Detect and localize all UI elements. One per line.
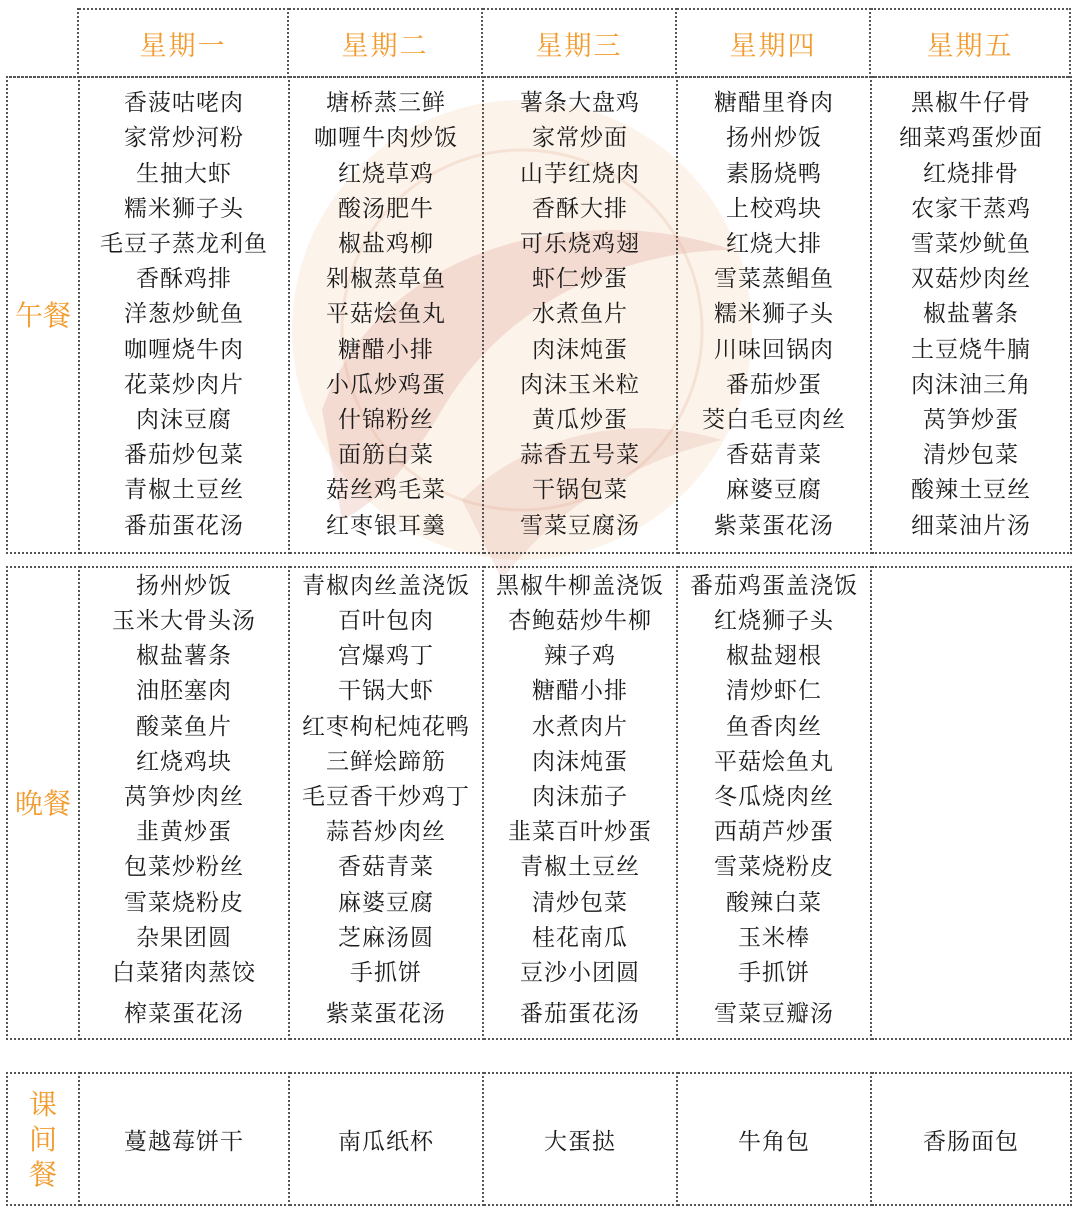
dinner-thursday-cell bbox=[677, 567, 871, 1039]
dish-item: 上校鸡块 bbox=[726, 195, 822, 222]
snack-wednesday-cell bbox=[483, 1073, 677, 1205]
dish-item: 紫菜蛋花汤 bbox=[714, 512, 834, 539]
header-corner-cell bbox=[6, 9, 78, 77]
snack-wednesday: 大蛋挞 bbox=[544, 1128, 616, 1155]
dish-item: 红烧大排 bbox=[726, 230, 822, 257]
dish-item: 肉沫炖蛋 bbox=[532, 336, 628, 363]
snack-tuesday: 南瓜纸杯 bbox=[338, 1128, 434, 1155]
day-header-monday: 星期一 bbox=[78, 9, 288, 77]
dish-item: 韭黄炒蛋 bbox=[136, 819, 232, 846]
dish-item: 玉米大骨头汤 bbox=[112, 607, 256, 634]
snack-monday: 蔓越莓饼干 bbox=[124, 1128, 244, 1155]
dish-item: 番茄蛋花汤 bbox=[520, 1001, 640, 1028]
dish-item: 黑椒牛柳盖浇饭 bbox=[496, 572, 664, 599]
dish-item: 韭菜百叶炒蛋 bbox=[508, 819, 652, 846]
lunch-friday-cell bbox=[871, 77, 1071, 553]
day-header-wednesday: 星期三 bbox=[482, 9, 676, 77]
lunch-label-cell bbox=[7, 77, 79, 553]
snack-monday-cell bbox=[79, 1073, 289, 1205]
dish-item: 白菜猪肉蒸饺 bbox=[112, 960, 256, 987]
dish-item: 糖醋小排 bbox=[338, 336, 434, 363]
snack-friday: 香肠面包 bbox=[923, 1128, 1019, 1155]
dish-item: 手抓饼 bbox=[350, 960, 422, 987]
dish-item: 麻婆豆腐 bbox=[726, 477, 822, 504]
dish-item: 雪菜烧粉皮 bbox=[714, 854, 834, 881]
dish-item: 红枣银耳羹 bbox=[326, 512, 446, 539]
dish-item: 毛豆子蒸龙利鱼 bbox=[100, 230, 268, 257]
dish-item: 菇丝鸡毛菜 bbox=[326, 477, 446, 504]
dinner-friday-cell bbox=[871, 567, 1071, 1039]
dish-item: 青椒土豆丝 bbox=[520, 854, 640, 881]
dish-item: 干锅大虾 bbox=[338, 678, 434, 705]
lunch-monday-cell bbox=[79, 77, 289, 553]
dish-item: 番茄鸡蛋盖浇饭 bbox=[690, 572, 858, 599]
dish-item: 肉沫茄子 bbox=[532, 784, 628, 810]
day-header-tuesday: 星期二 bbox=[288, 9, 482, 77]
dish-item: 番茄蛋花汤 bbox=[124, 512, 244, 539]
dish-item: 红烧草鸡 bbox=[338, 160, 434, 187]
dish-item: 咖喱烧牛肉 bbox=[124, 336, 244, 363]
snack-label-char: 间 bbox=[28, 1122, 57, 1156]
dish-item: 麻婆豆腐 bbox=[338, 889, 434, 916]
dinner-row bbox=[7, 567, 1071, 1039]
dish-item: 手抓饼 bbox=[738, 960, 810, 987]
dish-item: 扬州炒饭 bbox=[726, 125, 822, 152]
dish-item: 清炒包菜 bbox=[532, 889, 628, 916]
dish-item: 三鲜烩蹄筋 bbox=[326, 748, 446, 775]
dish-item: 清炒包菜 bbox=[923, 442, 1019, 469]
dish-item: 咖喱牛肉炒饭 bbox=[314, 125, 458, 152]
lunch-wednesday-list bbox=[484, 86, 676, 544]
dinner-wednesday-cell bbox=[483, 567, 677, 1039]
dish-item: 肉沫炖蛋 bbox=[532, 748, 628, 775]
dish-item: 肉沫豆腐 bbox=[136, 407, 232, 433]
dish-item: 肉沫玉米粒 bbox=[520, 371, 640, 398]
dish-item: 薯条大盘鸡 bbox=[520, 90, 640, 117]
dish-item: 平菇烩鱼丸 bbox=[326, 301, 446, 328]
snack-label-char: 餐 bbox=[28, 1157, 57, 1191]
dish-item: 香菇青菜 bbox=[338, 854, 434, 881]
dish-item: 酸菜鱼片 bbox=[136, 713, 232, 740]
snack-thursday: 牛角包 bbox=[738, 1128, 810, 1155]
dinner-wednesday-list bbox=[484, 569, 676, 1037]
dish-item: 椒盐薯条 bbox=[923, 301, 1019, 328]
dish-item: 面筋白菜 bbox=[338, 442, 434, 469]
dish-item: 豆沙小团圆 bbox=[520, 960, 640, 987]
weekday-header-table bbox=[6, 8, 1071, 78]
dish-item: 椒盐翅根 bbox=[726, 643, 822, 670]
snack-friday-cell bbox=[871, 1073, 1071, 1205]
dish-item: 茭白毛豆肉丝 bbox=[702, 407, 846, 433]
dish-item: 生抽大虾 bbox=[136, 160, 232, 187]
dish-item: 雪菜炒鱿鱼 bbox=[911, 230, 1031, 257]
dish-item: 清炒虾仁 bbox=[726, 678, 822, 705]
dish-item: 青椒肉丝盖浇饭 bbox=[302, 572, 470, 599]
dish-item: 素肠烧鸭 bbox=[726, 160, 822, 187]
dish-item: 雪菜蒸鲳鱼 bbox=[714, 266, 834, 293]
dish-item: 细菜鸡蛋炒面 bbox=[899, 125, 1043, 152]
dish-item: 辣子鸡 bbox=[544, 643, 616, 670]
dish-item: 莴笋炒肉丝 bbox=[124, 784, 244, 810]
dish-item: 毛豆香干炒鸡丁 bbox=[302, 784, 470, 810]
snack-thursday-cell bbox=[677, 1073, 871, 1205]
snack-table bbox=[6, 1072, 1072, 1206]
dish-item: 可乐烧鸡翅 bbox=[520, 230, 640, 257]
dish-item: 百叶包肉 bbox=[338, 607, 434, 634]
dish-item: 香酥鸡排 bbox=[136, 266, 232, 293]
dish-item: 雪菜烧粉皮 bbox=[124, 889, 244, 916]
dish-item: 鱼香肉丝 bbox=[726, 713, 822, 740]
dish-item: 雪菜豆腐汤 bbox=[520, 512, 640, 539]
dish-item: 蒜香五号菜 bbox=[520, 442, 640, 469]
dish-item: 榨菜蛋花汤 bbox=[124, 1001, 244, 1028]
dinner-label: 晚餐 bbox=[14, 786, 71, 820]
dish-item: 细菜油片汤 bbox=[911, 512, 1031, 539]
dish-item: 双菇炒肉丝 bbox=[911, 266, 1031, 293]
dish-item: 平菇烩鱼丸 bbox=[714, 748, 834, 775]
dish-item: 西葫芦炒蛋 bbox=[714, 819, 834, 846]
dish-item: 农家干蒸鸡 bbox=[911, 195, 1031, 222]
dish-item: 椒盐鸡柳 bbox=[338, 230, 434, 257]
dish-item: 红枣枸杞炖花鸭 bbox=[302, 713, 470, 740]
dish-item: 番茄炒包菜 bbox=[124, 442, 244, 469]
weekday-header-row bbox=[6, 9, 1070, 77]
snack-label-cell bbox=[7, 1073, 79, 1205]
dish-item: 椒盐薯条 bbox=[136, 643, 232, 670]
dish-item: 山芋红烧肉 bbox=[520, 160, 640, 187]
dish-item: 莴笋炒蛋 bbox=[923, 407, 1019, 433]
dish-item: 冬瓜烧肉丝 bbox=[714, 784, 834, 810]
dish-item: 红烧狮子头 bbox=[714, 607, 834, 634]
lunch-tuesday-cell bbox=[289, 77, 483, 553]
lunch-friday-list bbox=[872, 86, 1070, 544]
dish-item: 糖醋里脊肉 bbox=[714, 90, 834, 117]
dish-item: 杂果团圆 bbox=[136, 924, 232, 951]
dish-item: 酸汤肥牛 bbox=[338, 195, 434, 222]
dinner-monday-cell bbox=[79, 567, 289, 1039]
snack-tuesday-cell bbox=[289, 1073, 483, 1205]
lunch-tuesday-list bbox=[290, 86, 482, 544]
dish-item: 芝麻汤圆 bbox=[338, 924, 434, 951]
dinner-tuesday-list bbox=[290, 569, 482, 1037]
dish-item: 黄瓜炒蛋 bbox=[532, 407, 628, 433]
dish-item: 桂花南瓜 bbox=[532, 924, 628, 951]
dish-item: 玉米棒 bbox=[738, 924, 810, 951]
dish-item: 干锅包菜 bbox=[532, 477, 628, 504]
dish-item: 红烧鸡块 bbox=[136, 748, 232, 775]
snack-row bbox=[7, 1073, 1071, 1205]
dish-item: 扬州炒饭 bbox=[136, 572, 232, 599]
dish-item: 小瓜炒鸡蛋 bbox=[326, 371, 446, 398]
dinner-monday-list bbox=[80, 569, 288, 1037]
lunch-thursday-list bbox=[678, 86, 870, 544]
dish-item: 香酥大排 bbox=[532, 195, 628, 222]
dish-item: 川味回锅肉 bbox=[714, 336, 834, 363]
lunch-thursday-cell bbox=[677, 77, 871, 553]
lunch-label: 午餐 bbox=[14, 298, 71, 332]
dish-item: 宫爆鸡丁 bbox=[338, 643, 434, 670]
dish-item: 糯米狮子头 bbox=[124, 195, 244, 222]
dish-item: 花菜炒肉片 bbox=[124, 371, 244, 398]
dish-item: 剁椒蒸草鱼 bbox=[326, 266, 446, 293]
dish-item: 红烧排骨 bbox=[923, 160, 1019, 187]
dish-item: 糯米狮子头 bbox=[714, 301, 834, 328]
lunch-row bbox=[7, 77, 1071, 553]
lunch-table bbox=[6, 76, 1072, 554]
day-header-friday: 星期五 bbox=[870, 9, 1070, 77]
dish-item: 香菇青菜 bbox=[726, 442, 822, 469]
dish-item: 黑椒牛仔骨 bbox=[911, 90, 1031, 117]
dish-item: 紫菜蛋花汤 bbox=[326, 1001, 446, 1028]
dish-item: 包菜炒粉丝 bbox=[124, 854, 244, 881]
dish-item: 虾仁炒蛋 bbox=[532, 266, 628, 293]
dish-item: 肉沫油三角 bbox=[911, 371, 1031, 398]
dinner-tuesday-cell bbox=[289, 567, 483, 1039]
day-header-thursday: 星期四 bbox=[676, 9, 870, 77]
dish-item: 杏鲍菇炒牛柳 bbox=[508, 607, 652, 634]
dish-item: 蒜苔炒肉丝 bbox=[326, 819, 446, 846]
lunch-wednesday-cell bbox=[483, 77, 677, 553]
dish-item: 糖醋小排 bbox=[532, 678, 628, 705]
lunch-monday-list bbox=[80, 86, 288, 544]
dish-item: 番茄炒蛋 bbox=[726, 371, 822, 398]
dish-item: 油胚塞肉 bbox=[136, 678, 232, 705]
dish-item: 土豆烧牛腩 bbox=[911, 336, 1031, 363]
dish-item: 酸辣白菜 bbox=[726, 889, 822, 916]
dish-item: 水煮肉片 bbox=[532, 713, 628, 740]
dish-item: 什锦粉丝 bbox=[338, 407, 434, 433]
dish-item: 家常炒面 bbox=[532, 125, 628, 152]
dish-item: 家常炒河粉 bbox=[124, 125, 244, 152]
dish-item: 酸辣土豆丝 bbox=[911, 477, 1031, 504]
dish-item: 香菠咕咾肉 bbox=[124, 90, 244, 117]
dish-item: 水煮鱼片 bbox=[532, 301, 628, 328]
dish-item: 青椒土豆丝 bbox=[124, 477, 244, 504]
snack-label-char: 课 bbox=[28, 1087, 57, 1121]
dinner-table bbox=[6, 566, 1072, 1040]
dinner-label-cell bbox=[7, 567, 79, 1039]
dish-item: 洋葱炒鱿鱼 bbox=[124, 301, 244, 328]
dish-item: 塘桥蒸三鲜 bbox=[326, 90, 446, 117]
dish-item: 雪菜豆瓣汤 bbox=[714, 1001, 834, 1028]
dinner-thursday-list bbox=[678, 569, 870, 1037]
